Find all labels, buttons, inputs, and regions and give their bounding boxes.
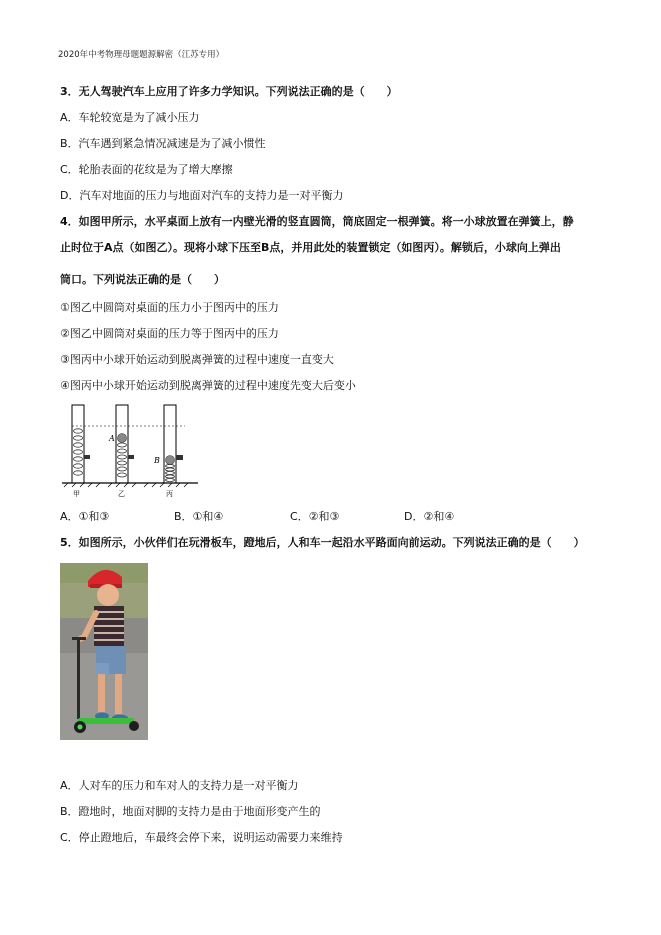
q3-option-d: D．汽车对地面的压力与地面对汽车的支持力是一对平衡力 — [60, 189, 344, 202]
q3-option-c: C．轮胎表面的花纹是为了增大摩擦 — [60, 163, 233, 176]
question-4-stem-line3: 筒口。下列说法正确的是（ ） — [60, 273, 225, 286]
question-4-stem-line2: 止时位于A点（如图乙）。现将小球下压至B点，并用此处的装置锁定（如图丙）。解锁后，小球向上弹出 — [60, 241, 561, 254]
question-4-stem-line1: 4．如图甲所示，水平桌面上放有一内壁光滑的竖直圆筒，筒底固定一根弹簧。将一小球放置在弹簧上，静 — [60, 215, 574, 228]
q3-option-b: B．汽车遇到紧急情况减速是为了减小惯性 — [60, 137, 266, 150]
cylinder-spring-figure — [60, 399, 200, 497]
question-3-stem: 3．无人驾驶汽车上应用了许多力学知识。下列说法正确的是（ ） — [60, 85, 398, 98]
label-yi: 乙 — [118, 490, 125, 497]
q4-statement-2: ②图乙中圆筒对桌面的压力等于图丙中的压力 — [60, 327, 279, 340]
label-bing: 丙 — [166, 490, 173, 497]
q4-option-c: C．②和③ — [290, 510, 340, 523]
q5-option-a: A．人对车的压力和车对人的支持力是一对平衡力 — [60, 779, 299, 792]
q3-option-a: A．车轮较宽是为了减小压力 — [60, 111, 200, 124]
q4-option-d: D．②和④ — [404, 510, 455, 523]
q5-option-c: C．停止蹬地后，车最终会停下来，说明运动需要力来维持 — [60, 831, 343, 844]
q4-option-a: A．①和③ — [60, 510, 110, 523]
label-a: A — [109, 434, 115, 443]
question-5-stem: 5．如图所示，小伙伴们在玩滑板车，蹬地后，人和车一起沿水平路面向前运动。下列说法正确的是（ ） — [60, 536, 585, 549]
q5-option-b: B．蹬地时，地面对脚的支持力是由于地面形变产生的 — [60, 805, 321, 818]
page-header: 2020年中考物理母题题源解密（江苏专用） — [58, 50, 225, 60]
label-jia: 甲 — [73, 490, 80, 497]
label-b: B — [154, 456, 160, 465]
q4-statement-1: ①图乙中圆筒对桌面的压力小于图丙中的压力 — [60, 301, 279, 314]
q4-option-b: B．①和④ — [174, 510, 224, 523]
q4-statement-3: ③图丙中小球开始运动到脱离弹簧的过程中速度一直变大 — [60, 353, 334, 366]
boy-scooter-photo — [60, 563, 148, 740]
q4-statement-4: ④图丙中小球开始运动到脱离弹簧的过程中速度先变大后变小 — [60, 379, 356, 392]
